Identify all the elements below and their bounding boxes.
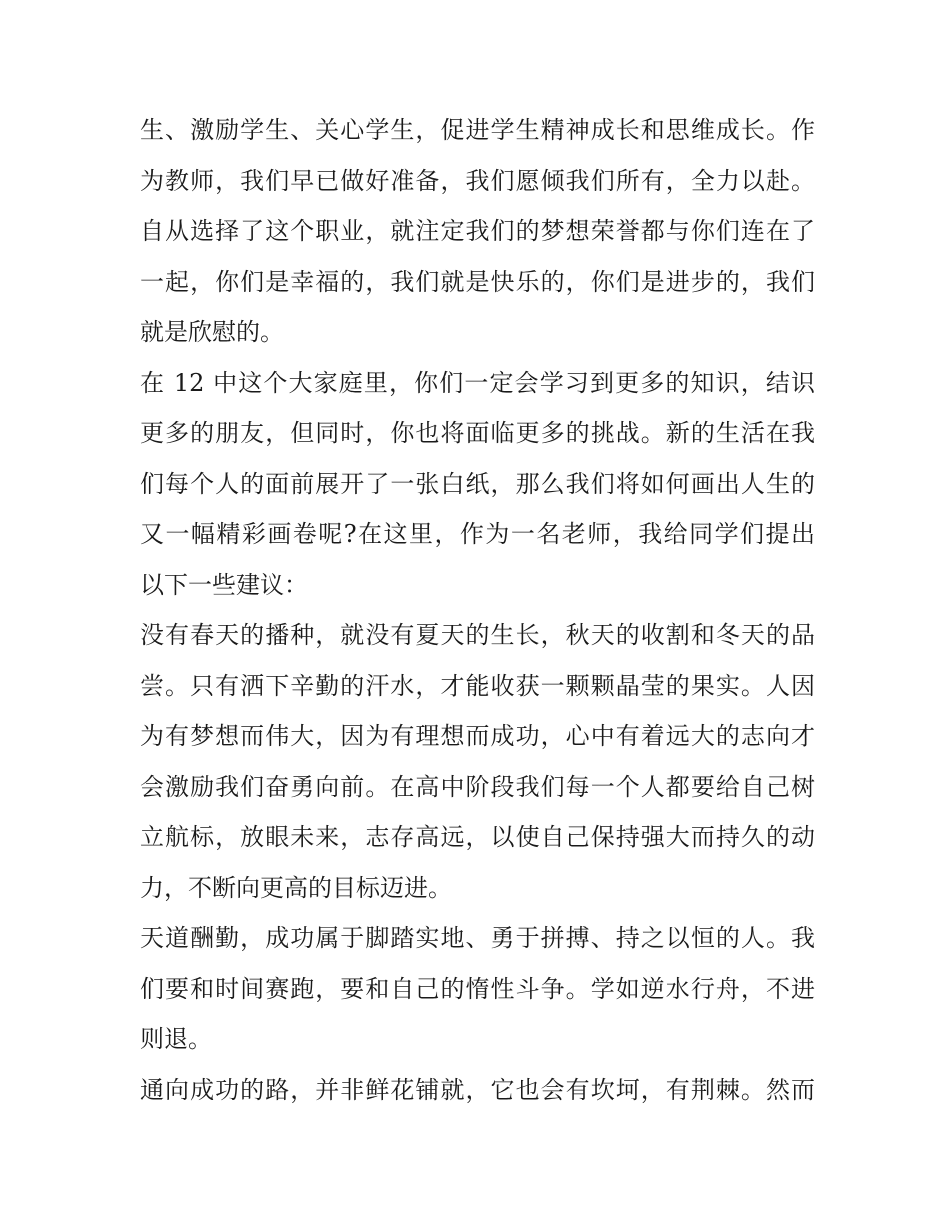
text-line: 为有梦想而伟大，因为有理想而成功，心中有着远大的志向才 (140, 722, 815, 750)
text-line: 则退。 (140, 1025, 212, 1053)
text-line: 会激励我们奋勇向前。在高中阶段我们每一个人都要给自己树 (140, 772, 815, 801)
text-line: 生、激励学生、关心学生，促进学生精神成长和思维成长。作 (140, 116, 815, 144)
text-line: 一起，你们是幸福的，我们就是快乐的，你们是进步的，我们 (140, 267, 815, 296)
text-line: 立航标，放眼未来，志存高远，以使自己保持强大而持久的动 (140, 823, 815, 851)
text-line: 更多的朋友，但同时，你也将面临更多的挑战。新的生活在我 (140, 419, 815, 447)
text-line: 就是欣慰的。 (140, 318, 284, 346)
text-line: 以下一些建议： (140, 570, 308, 599)
text-line: 尝。只有洒下辛勤的汗水，才能收获一颗颗晶莹的果实。人因 (140, 671, 815, 700)
text-line: 没有春天的播种，就没有夏天的生长，秋天的收割和冬天的品 (140, 621, 815, 649)
text-line: 在 12 中这个大家庭里，你们一定会学习到更多的知识，结识 (140, 368, 815, 397)
text-line: 们每个人的面前展开了一张白纸，那么我们将如何画出人生的 (140, 469, 815, 498)
document-body-text (140, 105, 815, 1115)
text-line: 为教师，我们早已做好准备，我们愿倾我们所有，全力以赴。 (140, 166, 815, 195)
text-line: 通向成功的路，并非鲜花铺就，它也会有坎坷，有荆棘。然而 (140, 1075, 815, 1104)
text-line: 力，不断向更高的目标迈进。 (140, 873, 452, 902)
text-line: 又一幅精彩画卷呢?在这里，作为一名老师，我给同学们提出 (140, 520, 815, 548)
text-line: 天道酬勤，成功属于脚踏实地、勇于拼搏、持之以恒的人。我 (140, 924, 815, 952)
text-line: 自从选择了这个职业，就注定我们的梦想荣誉都与你们连在了 (140, 217, 815, 245)
text-line: 们要和时间赛跑，要和自己的惰性斗争。学如逆水行舟，不进 (140, 974, 815, 1003)
